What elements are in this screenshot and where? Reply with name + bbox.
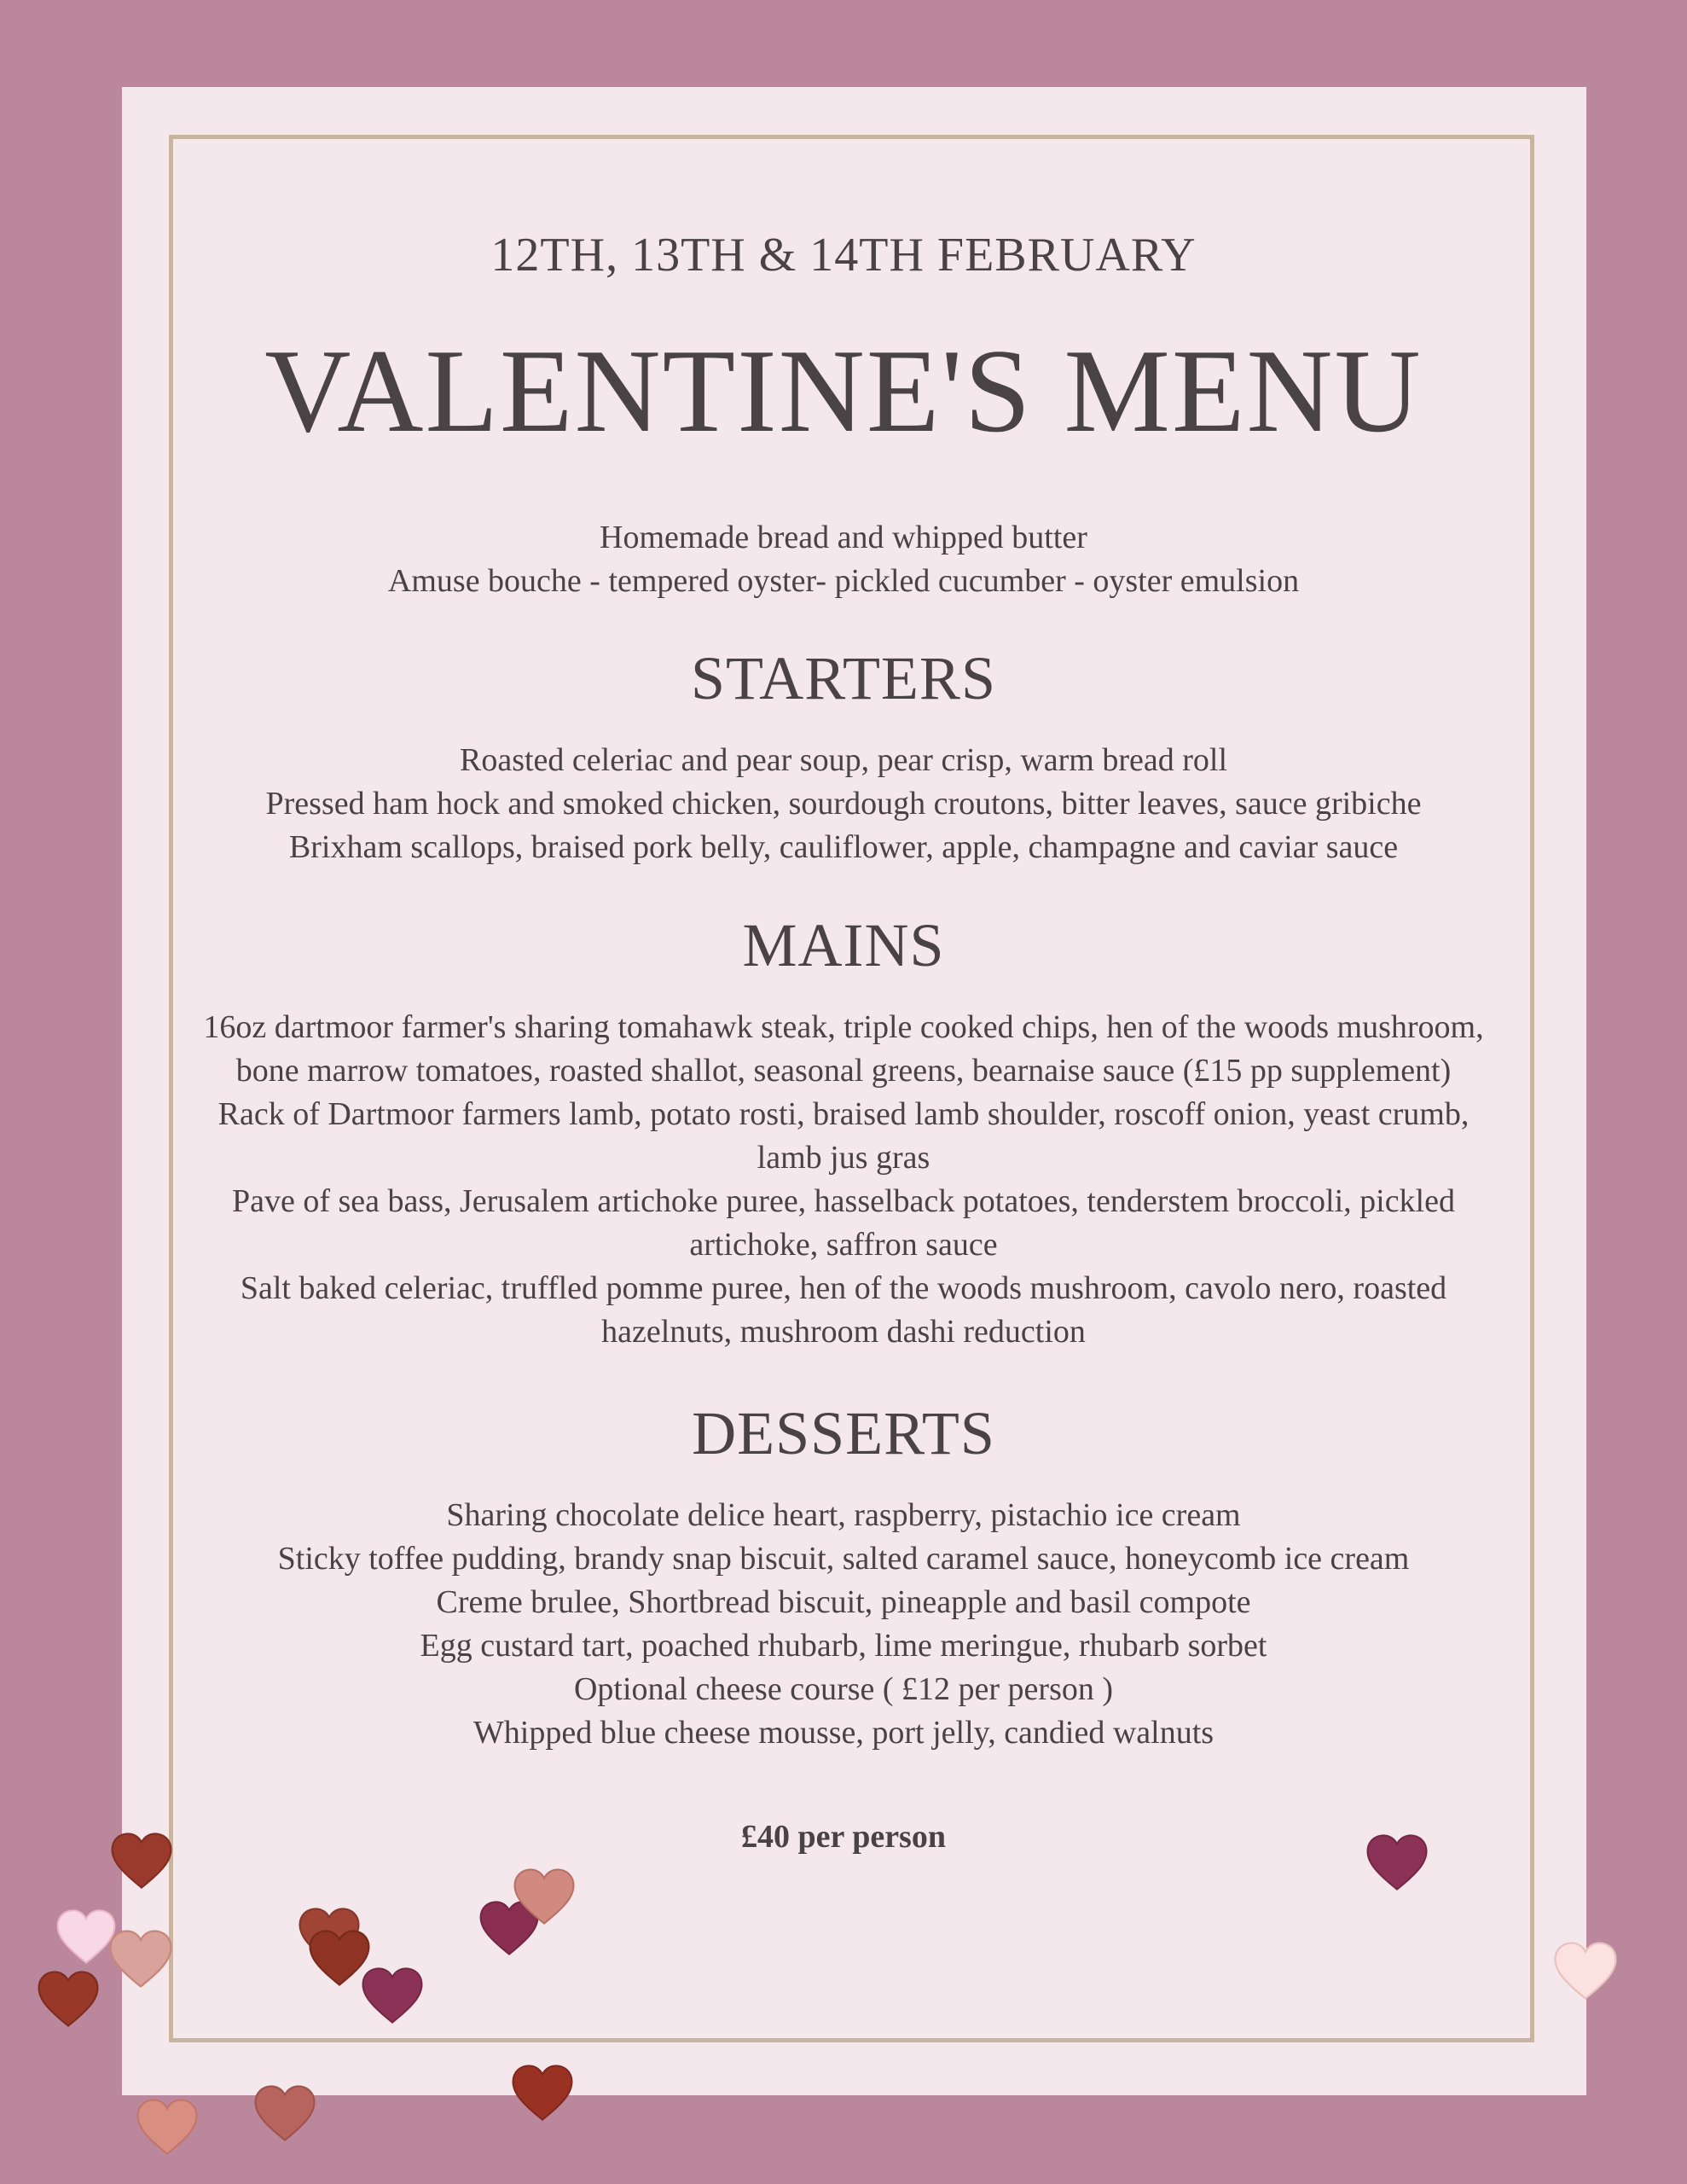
menu-content <box>171 218 1516 1857</box>
starter-item: Roasted celeriac and pear soup, pear crisp, warm bread roll <box>460 742 1227 778</box>
heart-icon <box>136 2099 198 2155</box>
dessert-item: Optional cheese course ( £12 per person ) <box>573 1671 1114 1707</box>
price-per-person: £40 per person <box>741 1819 946 1855</box>
starters-heading: STARTERS <box>691 644 996 712</box>
heart-icon <box>513 1868 575 1925</box>
desserts-heading: DESSERTS <box>692 1399 995 1467</box>
dessert-item: Sharing chocolate delice heart, raspberry, pistachio ice cream <box>446 1497 1241 1533</box>
heart-icon <box>109 1930 172 1988</box>
heart-icon <box>362 1967 423 2024</box>
heart-icon <box>512 2065 573 2121</box>
dessert-item: Whipped blue cheese mousse, port jelly, candied walnuts <box>472 1715 1215 1751</box>
heart-icon <box>111 1833 172 1889</box>
intro-item: Homemade bread and whipped butter <box>600 520 1087 555</box>
dessert-item: Egg custard tart, poached rhubarb, lime meringue, rhubarb sorbet <box>420 1628 1267 1664</box>
main-item: Pave of sea bass, Jerusalem artichoke puree, hasselback potatoes, tenderstem broccoli, pickled artichoke, saffron sauce <box>232 1183 1455 1263</box>
intro-section <box>171 516 1516 603</box>
starters-list <box>171 739 1516 869</box>
starter-item: Pressed ham hock and smoked chicken, sourdough croutons, bitter leaves, sauce gribiche <box>265 786 1422 822</box>
dessert-item: Creme brulee, Shortbread biscuit, pineapple and basil compote <box>436 1584 1251 1620</box>
heart-icon <box>254 2085 316 2141</box>
main-item: 16oz dartmoor farmer's sharing tomahawk steak, triple cooked chips, hen of the woods mushroom, bone marrow tomatoes, roasted shallot, seasonal greens, bearnaise sauce (£15 pp supplement) <box>203 1009 1484 1089</box>
dessert-item: Sticky toffee pudding, brandy snap biscuit, salted caramel sauce, honeycomb ice cream <box>277 1541 1410 1577</box>
main-item: Salt baked celeriac, truffled pomme puree, hen of the woods mushroom, cavolo nero, roasted hazelnuts, mushroom dashi reduction <box>240 1270 1447 1350</box>
mains-list <box>171 1006 1516 1354</box>
event-dates: 12TH, 13TH & 14TH FEBRUARY <box>490 229 1197 282</box>
main-item: Rack of Dartmoor farmers lamb, potato rosti, braised lamb shoulder, roscoff onion, yeast crumb, lamb jus gras <box>217 1096 1470 1176</box>
heart-icon <box>1366 1834 1428 1891</box>
heart-icon <box>1554 1942 1617 2000</box>
desserts-list <box>171 1494 1516 1755</box>
heart-icon <box>38 1971 99 2027</box>
starter-item: Brixham scallops, braised pork belly, cauliflower, apple, champagne and caviar sauce <box>288 829 1399 865</box>
mains-heading: MAINS <box>742 911 945 979</box>
intro-item: Amuse bouche - tempered oyster- pickled cucumber - oyster emulsion <box>387 563 1300 599</box>
heart-icon <box>56 1909 116 1964</box>
menu-title: VALENTINE'S MENU <box>264 325 1423 457</box>
